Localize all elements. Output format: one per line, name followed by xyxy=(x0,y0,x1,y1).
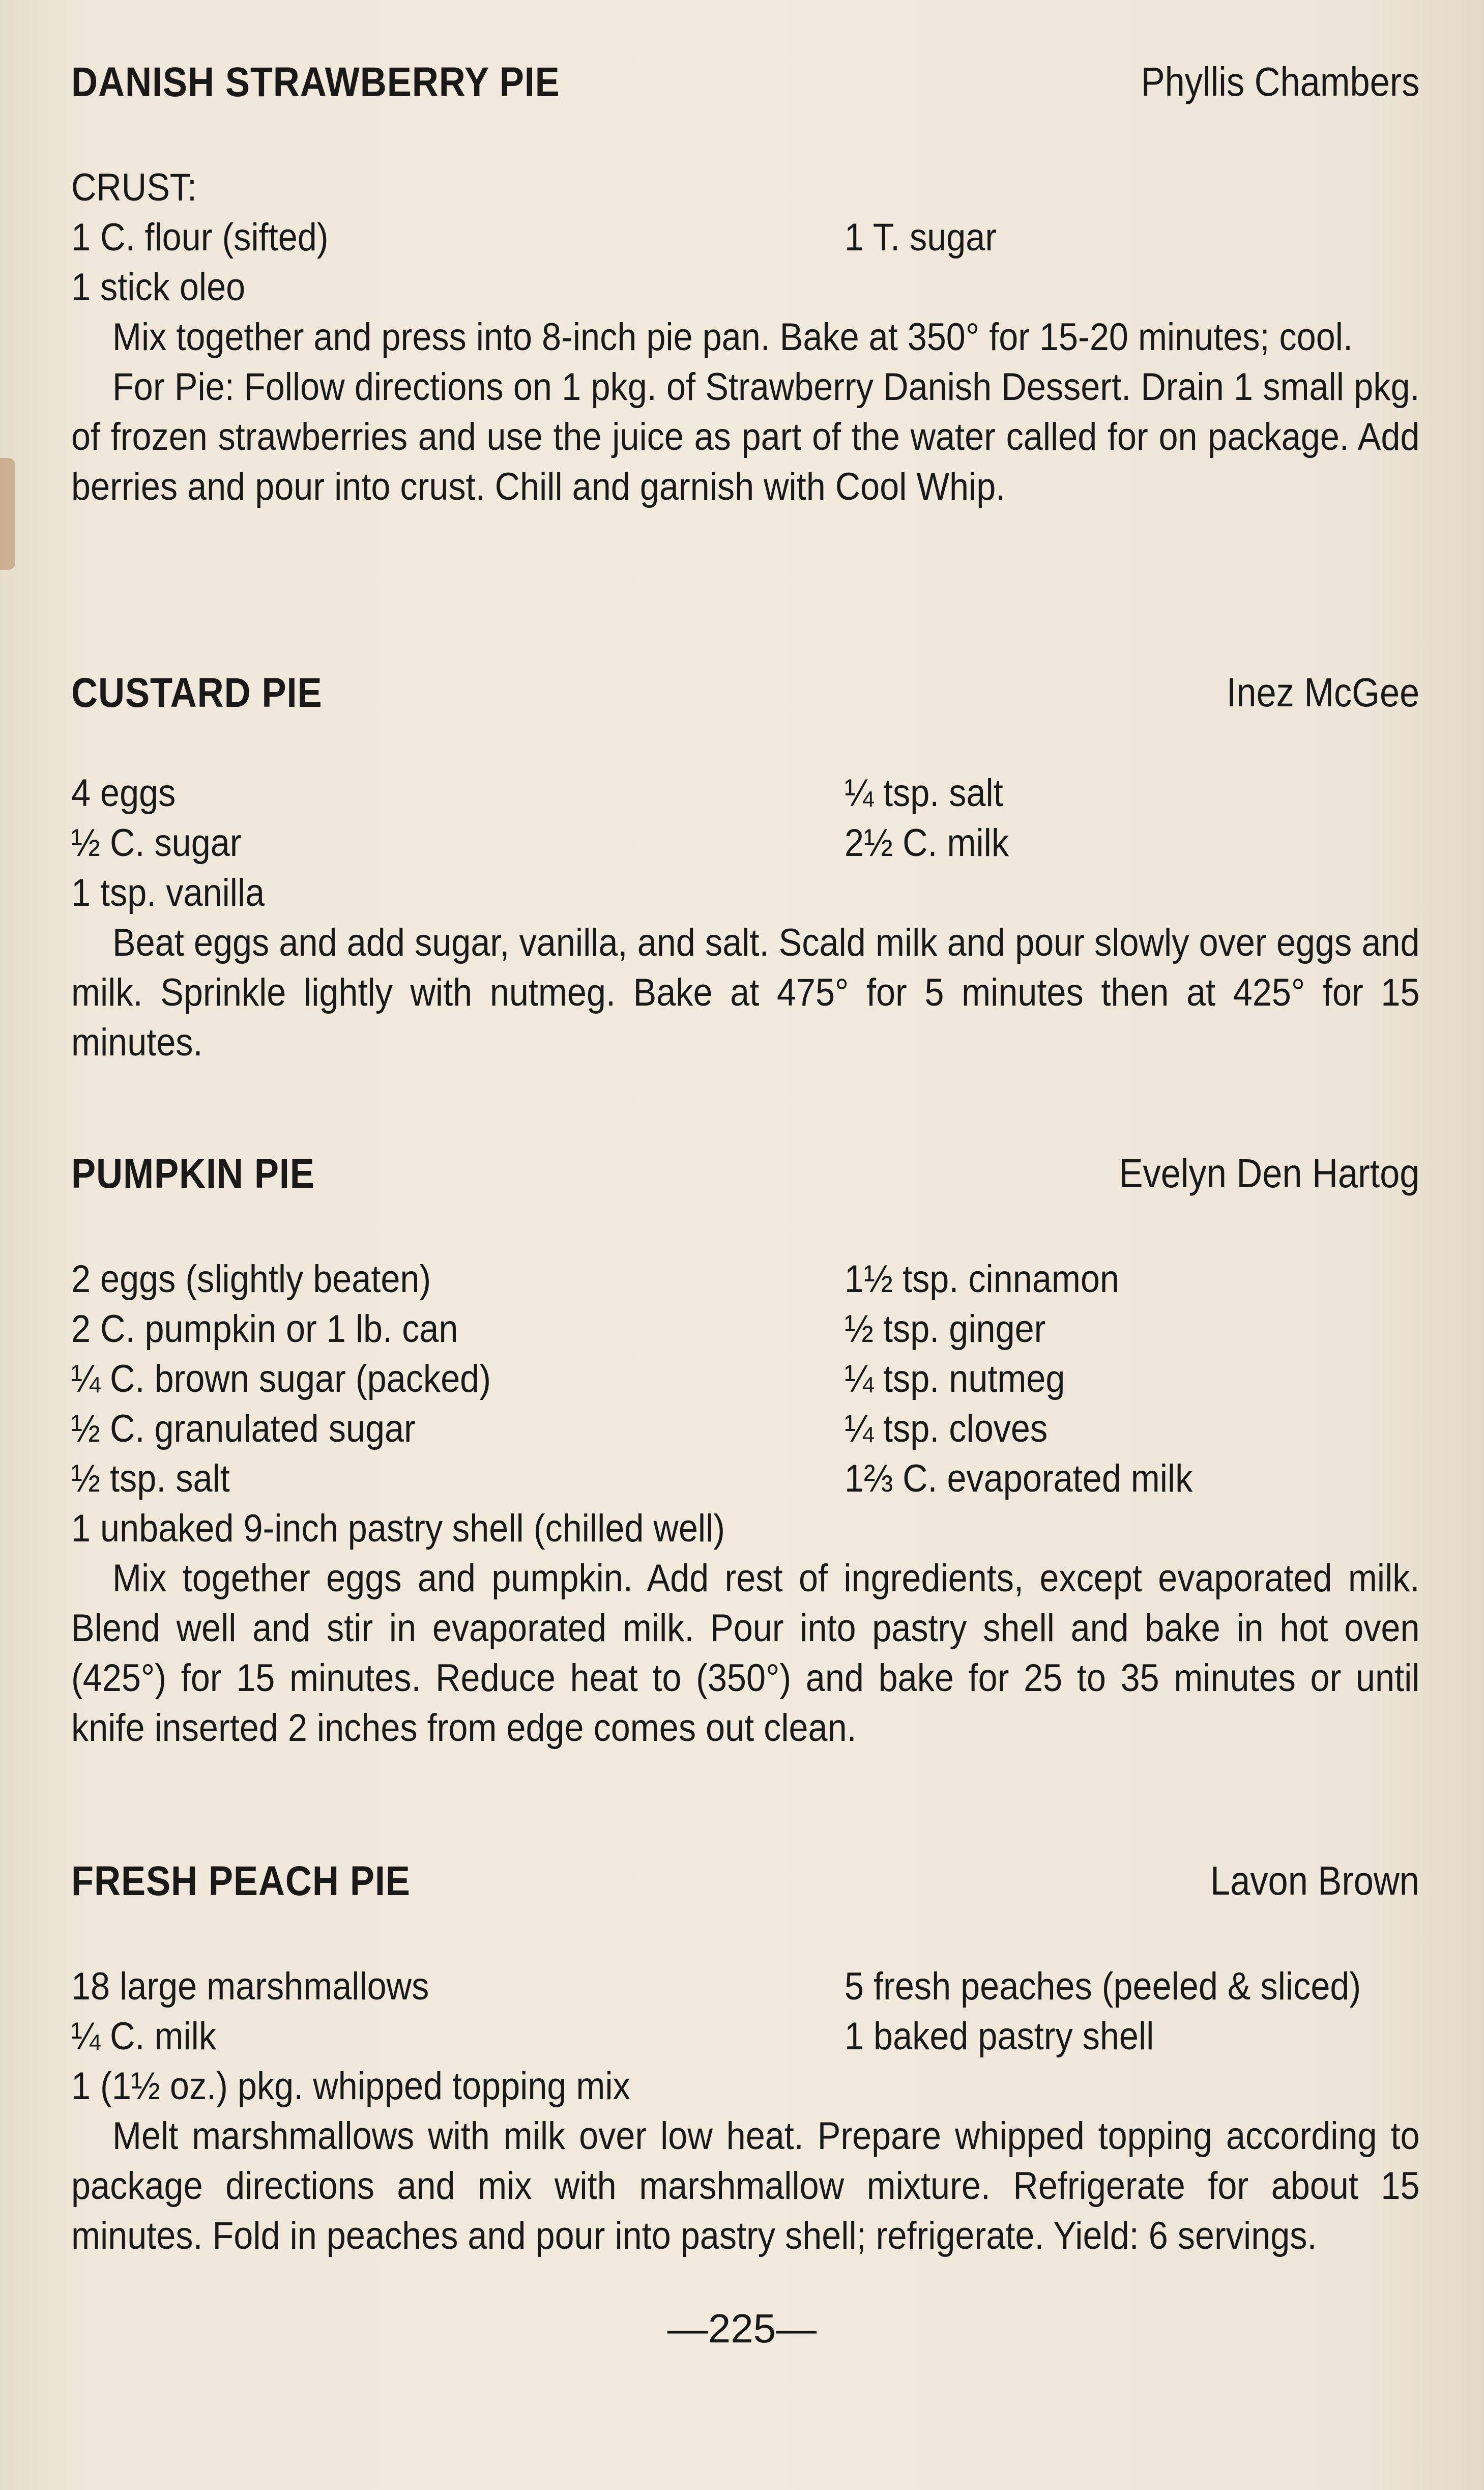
ingredient: 2 eggs (slightly beaten) xyxy=(71,1257,431,1301)
ingredient-row xyxy=(71,768,1419,818)
ingredient: ¼ tsp. cloves xyxy=(845,1407,1048,1450)
instructions: For Pie: Follow directions on 1 pkg. of Strawberry Danish Dessert. Drain 1 small pkg. of frozen strawberries and use the juice as part of the water called for on package. Add berries and pour into crust. Chill and garnish with Cool Whip. xyxy=(71,365,1420,508)
recipe-custard-pie xyxy=(71,669,1419,1068)
recipe-header xyxy=(71,59,1419,115)
instructions: Beat eggs and add sugar, vanilla, and salt. Scald milk and pour slowly over eggs and milk. Sprinkle lightly with nutmeg. Bake at 475° for 5 minutes then at 425° for 15 minutes. xyxy=(71,921,1420,1064)
ingredient-row xyxy=(71,1254,1419,1304)
ingredient: ½ tsp. ginger xyxy=(845,1307,1046,1351)
recipe-title: DANISH STRAWBERRY PIE xyxy=(71,59,560,105)
ingredient: ½ C. sugar xyxy=(71,821,242,865)
recipe-danish-strawberry-pie xyxy=(71,59,1419,512)
ingredient: 1⅔ C. evaporated milk xyxy=(845,1457,1193,1500)
recipe-author: Inez McGee xyxy=(1226,670,1419,715)
ingredient-row xyxy=(71,1962,1419,2012)
recipe-fresh-peach-pie xyxy=(71,1857,1419,2261)
page-number: —225— xyxy=(667,2306,817,2351)
ingredient: 1 (1½ oz.) pkg. whipped topping mix xyxy=(71,2065,630,2108)
ingredient-row xyxy=(71,213,1419,263)
ingredient: 2½ C. milk xyxy=(845,821,1009,865)
recipe-header xyxy=(71,669,1419,725)
ingredient: ½ C. granulated sugar xyxy=(71,1407,416,1450)
ingredient: ½ tsp. salt xyxy=(71,1457,230,1500)
instructions: Mix together eggs and pumpkin. Add rest of ingredients, except evaporated milk. Blend well and stir in evaporated milk. Pour into pastry shell and bake in hot oven (425°) for 15 minutes. Reduce heat to (350°) and bake for 25 to 35 minutes or until knife inserted 2 inches from edge comes out clean. xyxy=(71,1557,1420,1750)
ingredient: 1 baked pastry shell xyxy=(845,2015,1154,2058)
recipe-title: FRESH PEACH PIE xyxy=(71,1858,411,1904)
ingredient: ¼ C. milk xyxy=(71,2015,217,2058)
ingredient-row xyxy=(71,1454,1419,1504)
ingredient: 5 fresh peaches (peeled & sliced) xyxy=(845,1965,1361,2008)
ingredient: 18 large marshmallows xyxy=(71,1965,429,2008)
recipe-author: Phyllis Chambers xyxy=(1141,59,1419,104)
ingredient: ¼ tsp. nutmeg xyxy=(845,1357,1065,1400)
ingredient-row xyxy=(71,1404,1419,1454)
ingredient: 2 C. pumpkin or 1 lb. can xyxy=(71,1307,458,1351)
recipe-header xyxy=(71,1857,1419,1913)
recipe-title: CUSTARD PIE xyxy=(71,670,323,716)
instructions: Mix together and press into 8-inch pie pan. Bake at 350° for 15-20 minutes; cool. xyxy=(112,316,1353,359)
ingredient: 4 eggs xyxy=(71,771,176,815)
ingredient: ¼ tsp. salt xyxy=(845,771,1003,815)
ingredient: 1 stick oleo xyxy=(71,266,246,309)
ingredient-row xyxy=(71,2062,1419,2111)
recipe-author: Evelyn Den Hartog xyxy=(1119,1151,1419,1196)
ingredient: ¼ C. brown sugar (packed) xyxy=(71,1357,491,1400)
recipe-pumpkin-pie xyxy=(71,1150,1419,1753)
ingredient-row xyxy=(71,868,1419,918)
ingredient: 1 tsp. vanilla xyxy=(71,871,265,914)
ingredient-row xyxy=(71,263,1419,312)
ingredient-row xyxy=(71,2012,1419,2062)
ingredient: 1 unbaked 9-inch pastry shell (chilled well) xyxy=(71,1507,725,1550)
recipe-header xyxy=(71,1150,1419,1206)
ingredient: 1½ tsp. cinnamon xyxy=(845,1257,1119,1301)
ingredient-row xyxy=(71,1304,1419,1354)
instructions: Melt marshmallows with milk over low heat. Prepare whipped topping according to package directions and mix with marshmallow mixture. Refrigerate for about 15 minutes. Fold in peaches and pour into pastry shell; refrigerate. Yield: 6 servings. xyxy=(71,2114,1420,2257)
ingredient-row xyxy=(71,1354,1419,1404)
recipe-title: PUMPKIN PIE xyxy=(71,1151,315,1197)
section-label: CRUST: xyxy=(71,166,197,209)
ingredient-row xyxy=(71,818,1419,868)
ingredient-row xyxy=(71,1504,1419,1554)
ingredient: 1 T. sugar xyxy=(845,216,997,259)
ingredient: 1 C. flour (sifted) xyxy=(71,216,329,259)
recipe-author: Lavon Brown xyxy=(1210,1858,1419,1903)
